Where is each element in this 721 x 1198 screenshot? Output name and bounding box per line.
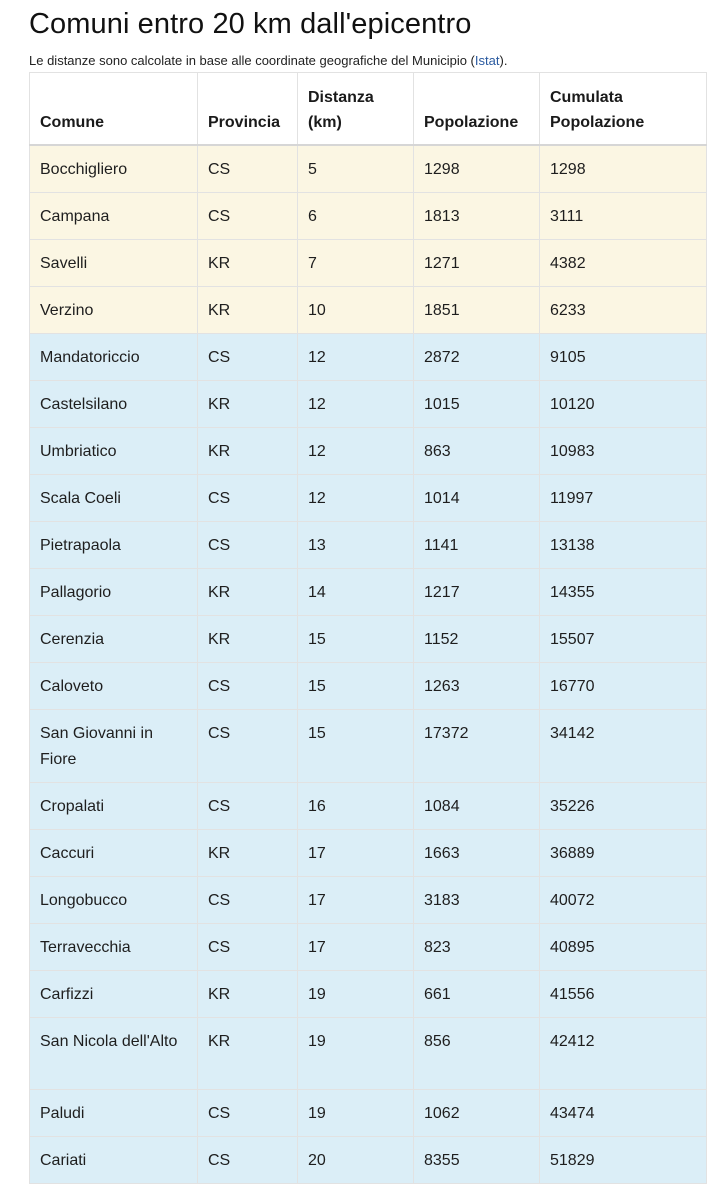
cell-comune: Verzino: [30, 286, 198, 333]
comuni-table: [29, 72, 707, 1184]
cell-comune: Paludi: [30, 1089, 198, 1136]
cell-provincia: CS: [198, 333, 298, 380]
cell-cumulata-popolazione: 10120: [540, 380, 707, 427]
cell-distanza: 12: [298, 333, 414, 380]
table-row: [30, 829, 707, 876]
cell-cumulata-popolazione: 16770: [540, 662, 707, 709]
table-row: [30, 615, 707, 662]
cell-provincia: CS: [198, 709, 298, 782]
cell-provincia: KR: [198, 970, 298, 1017]
cell-comune: Cariati: [30, 1136, 198, 1183]
cell-distanza: 15: [298, 662, 414, 709]
cell-distanza: 17: [298, 829, 414, 876]
table-row: [30, 662, 707, 709]
cell-comune: Mandatoriccio: [30, 333, 198, 380]
cell-distanza: 15: [298, 615, 414, 662]
cell-comune: Pallagorio: [30, 568, 198, 615]
cell-popolazione: 1263: [414, 662, 540, 709]
cell-popolazione: 2872: [414, 333, 540, 380]
cell-distanza: 19: [298, 1089, 414, 1136]
cell-comune: San Nicola dell'Alto: [30, 1017, 198, 1089]
cell-cumulata-popolazione: 13138: [540, 521, 707, 568]
table-row: [30, 239, 707, 286]
table-row: [30, 1089, 707, 1136]
cell-cumulata-popolazione: 14355: [540, 568, 707, 615]
cell-distanza: 19: [298, 970, 414, 1017]
table-caption: [29, 52, 507, 69]
cell-provincia: CS: [198, 876, 298, 923]
cell-popolazione: 1014: [414, 474, 540, 521]
cell-popolazione: 1663: [414, 829, 540, 876]
cell-provincia: CS: [198, 782, 298, 829]
table-row: [30, 782, 707, 829]
cell-popolazione: 17372: [414, 709, 540, 782]
cell-comune: Umbriatico: [30, 427, 198, 474]
table-row: [30, 427, 707, 474]
table-row: [30, 970, 707, 1017]
cell-popolazione: 661: [414, 970, 540, 1017]
cell-cumulata-popolazione: 1298: [540, 145, 707, 193]
cell-cumulata-popolazione: 34142: [540, 709, 707, 782]
cell-popolazione: 1298: [414, 145, 540, 193]
cell-cumulata-popolazione: 6233: [540, 286, 707, 333]
cell-popolazione: 8355: [414, 1136, 540, 1183]
cell-popolazione: 1062: [414, 1089, 540, 1136]
caption-suffix: ).: [499, 53, 508, 68]
cell-distanza: 10: [298, 286, 414, 333]
cell-comune: San Giovanni in Fiore: [30, 709, 198, 782]
cell-provincia: KR: [198, 1017, 298, 1089]
table-row: [30, 923, 707, 970]
cell-comune: Carfizzi: [30, 970, 198, 1017]
cell-comune: Bocchigliero: [30, 145, 198, 193]
cell-provincia: KR: [198, 427, 298, 474]
cell-provincia: CS: [198, 1136, 298, 1183]
table-row: [30, 474, 707, 521]
cell-cumulata-popolazione: 11997: [540, 474, 707, 521]
cell-cumulata-popolazione: 36889: [540, 829, 707, 876]
cell-cumulata-popolazione: 41556: [540, 970, 707, 1017]
cell-distanza: 16: [298, 782, 414, 829]
cell-distanza: 12: [298, 474, 414, 521]
header-popolazione[interactable]: Popolazione: [414, 73, 540, 145]
cell-provincia: CS: [198, 521, 298, 568]
cell-comune: Campana: [30, 192, 198, 239]
cell-comune: Savelli: [30, 239, 198, 286]
header-provincia[interactable]: Provincia: [198, 73, 298, 145]
cell-comune: Pietrapaola: [30, 521, 198, 568]
cell-comune: Cerenzia: [30, 615, 198, 662]
cell-distanza: 17: [298, 923, 414, 970]
table-row: [30, 380, 707, 427]
cell-cumulata-popolazione: 3111: [540, 192, 707, 239]
cell-distanza: 13: [298, 521, 414, 568]
caption-text: Le distanze sono calcolate in base alle coordinate geografiche del Municipio (: [29, 53, 475, 68]
cell-comune: Cropalati: [30, 782, 198, 829]
table-row: [30, 1017, 707, 1089]
table-header-row: [30, 73, 707, 145]
table-row: [30, 709, 707, 782]
istat-link[interactable]: Istat: [474, 53, 500, 68]
cell-popolazione: 1851: [414, 286, 540, 333]
cell-provincia: CS: [198, 474, 298, 521]
cell-distanza: 12: [298, 427, 414, 474]
cell-provincia: KR: [198, 286, 298, 333]
cell-popolazione: 1152: [414, 615, 540, 662]
cell-cumulata-popolazione: 42412: [540, 1017, 707, 1089]
cell-popolazione: 863: [414, 427, 540, 474]
cell-distanza: 15: [298, 709, 414, 782]
cell-comune: Longobucco: [30, 876, 198, 923]
header-cumulata-popolazione[interactable]: Cumulata Popolazione: [540, 73, 707, 145]
cell-popolazione: 3183: [414, 876, 540, 923]
cell-popolazione: 1084: [414, 782, 540, 829]
cell-distanza: 7: [298, 239, 414, 286]
cell-popolazione: 1813: [414, 192, 540, 239]
cell-provincia: KR: [198, 380, 298, 427]
cell-comune: Terravecchia: [30, 923, 198, 970]
cell-distanza: 20: [298, 1136, 414, 1183]
cell-comune: Caloveto: [30, 662, 198, 709]
cell-popolazione: 1015: [414, 380, 540, 427]
cell-cumulata-popolazione: 40072: [540, 876, 707, 923]
table-row: [30, 521, 707, 568]
cell-provincia: CS: [198, 662, 298, 709]
cell-cumulata-popolazione: 4382: [540, 239, 707, 286]
page-title: Comuni entro 20 km dall'epicentro: [29, 8, 472, 40]
cell-provincia: KR: [198, 239, 298, 286]
cell-cumulata-popolazione: 9105: [540, 333, 707, 380]
cell-distanza: 19: [298, 1017, 414, 1089]
cell-distanza: 12: [298, 380, 414, 427]
table-row: [30, 568, 707, 615]
cell-provincia: CS: [198, 923, 298, 970]
header-distanza[interactable]: Distanza (km): [298, 73, 414, 145]
cell-cumulata-popolazione: 43474: [540, 1089, 707, 1136]
table-body: [30, 145, 707, 1184]
cell-provincia: KR: [198, 829, 298, 876]
table-row: [30, 192, 707, 239]
table-row: [30, 333, 707, 380]
cell-provincia: KR: [198, 568, 298, 615]
table-row: [30, 876, 707, 923]
cell-comune: Scala Coeli: [30, 474, 198, 521]
cell-distanza: 5: [298, 145, 414, 193]
cell-comune: Caccuri: [30, 829, 198, 876]
cell-distanza: 17: [298, 876, 414, 923]
table-row: [30, 1136, 707, 1183]
cell-distanza: 6: [298, 192, 414, 239]
cell-cumulata-popolazione: 10983: [540, 427, 707, 474]
cell-provincia: CS: [198, 145, 298, 193]
table-row: [30, 286, 707, 333]
cell-popolazione: 856: [414, 1017, 540, 1089]
cell-distanza: 14: [298, 568, 414, 615]
cell-provincia: CS: [198, 1089, 298, 1136]
cell-comune: Castelsilano: [30, 380, 198, 427]
cell-provincia: CS: [198, 192, 298, 239]
table-row: [30, 145, 707, 193]
cell-popolazione: 1271: [414, 239, 540, 286]
cell-cumulata-popolazione: 35226: [540, 782, 707, 829]
cell-cumulata-popolazione: 15507: [540, 615, 707, 662]
cell-provincia: KR: [198, 615, 298, 662]
header-comune[interactable]: Comune: [30, 73, 198, 145]
cell-cumulata-popolazione: 51829: [540, 1136, 707, 1183]
cell-popolazione: 1217: [414, 568, 540, 615]
cell-popolazione: 1141: [414, 521, 540, 568]
cell-cumulata-popolazione: 40895: [540, 923, 707, 970]
cell-popolazione: 823: [414, 923, 540, 970]
